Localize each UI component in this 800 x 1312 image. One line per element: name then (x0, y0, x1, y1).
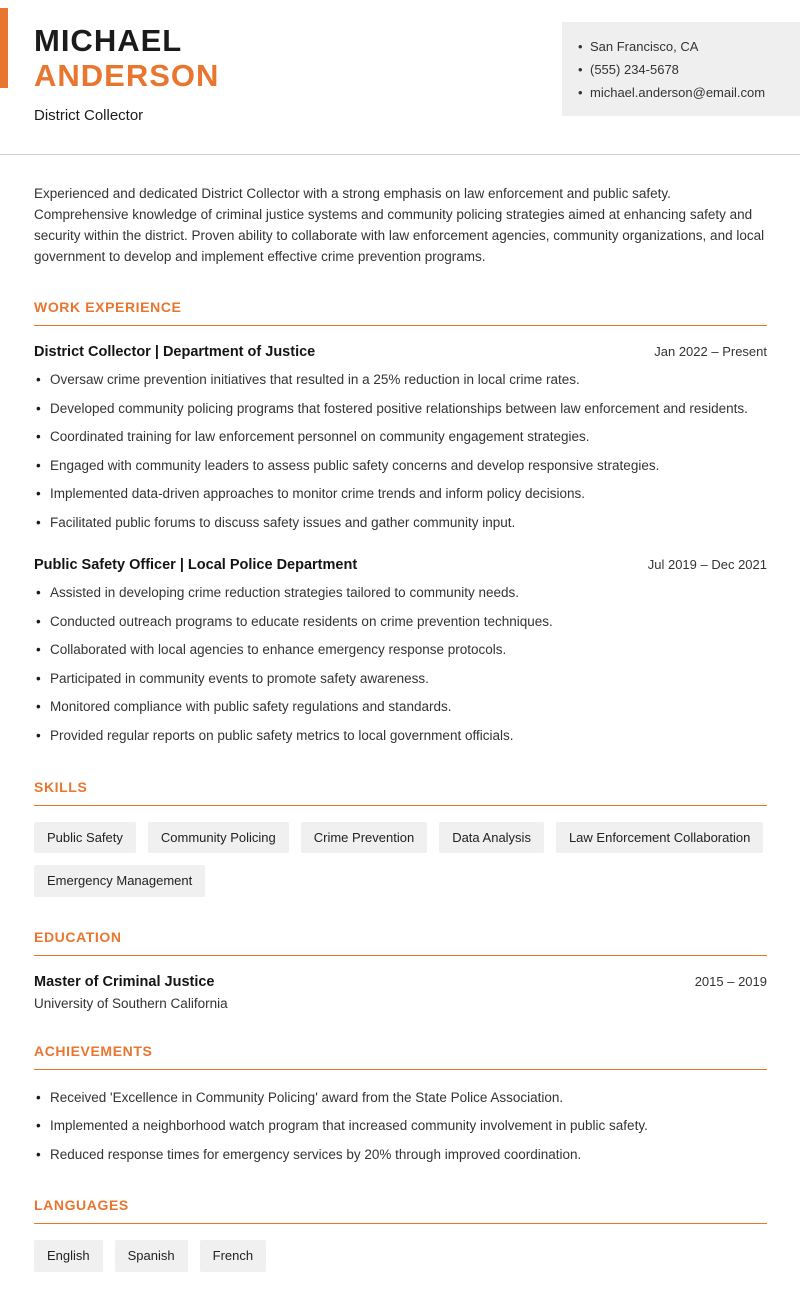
entry-dates: Jan 2022 – Present (654, 344, 767, 360)
bullet-item: • Implemented data-driven approaches to monitor crime trends and inform policy decisions. (34, 484, 767, 505)
resume-body (0, 183, 800, 1312)
bullet-item: • Facilitated public forums to discuss safety issues and gather community input. (34, 513, 767, 534)
bullet-list (34, 583, 767, 746)
section-achievements (34, 1043, 767, 1166)
bullet-item: • Implemented a neighborhood watch program that increased community involvement in public safety. (34, 1116, 767, 1137)
bullet-icon: • (578, 39, 583, 54)
skill-tag: Community Policing (148, 822, 289, 854)
language-tag: English (34, 1240, 103, 1272)
language-tag: French (200, 1240, 266, 1272)
bullet-item: • Participated in community events to promote safety awareness. (34, 669, 767, 690)
entry-title: District Collector | Department of Justice (34, 344, 316, 361)
header-divider (0, 154, 800, 155)
entry-header (34, 974, 767, 990)
section-heading: WORK EXPERIENCE (34, 299, 767, 326)
bullet-item: • Collaborated with local agencies to enhance emergency response protocols. (34, 640, 767, 661)
bullet-item: • Conducted outreach programs to educate residents on crime prevention techniques. (34, 612, 767, 633)
summary-paragraph: Experienced and dedicated District Collector with a strong emphasis on law enforcement and public safety. Comprehensive knowledge of criminal justice systems and community policing strategies aimed at enhancing safety and security within the district. Proven ability to collaborate with law enforcement agencies, community organizations, and local government to develop and implement effective crime prevention programs. (34, 186, 765, 265)
entry-header (34, 344, 767, 360)
section-work-experience (34, 299, 767, 746)
name-block (34, 22, 219, 124)
section-languages (34, 1197, 767, 1272)
bullet-item: • Provided regular reports on public safety metrics to local government officials. (34, 726, 767, 747)
bullet-icon: • (578, 62, 583, 77)
bullet-item: • Engaged with community leaders to assess public safety concerns and develop responsive strategies. (34, 456, 767, 477)
degree-title: Master of Criminal Justice (34, 973, 215, 990)
entry-title: Public Safety Officer | Local Police Department (34, 557, 358, 574)
contact-phone (578, 58, 784, 81)
bullet-item: • Assisted in developing crime reduction strategies tailored to community needs. (34, 583, 767, 604)
accent-bar (0, 8, 8, 88)
work-entry (34, 344, 767, 533)
bullet-item: • Received 'Excellence in Community Policing' award from the State Police Association. (34, 1088, 767, 1109)
contact-location-text: San Francisco, CA (590, 39, 699, 54)
skill-tag: Data Analysis (439, 822, 544, 854)
bullet-item: • Developed community policing programs that fostered positive relationships between law enforcement and residents. (34, 399, 767, 420)
section-heading: EDUCATION (34, 929, 767, 956)
section-education (34, 929, 767, 1011)
section-heading: ACHIEVEMENTS (34, 1043, 767, 1070)
last-name: ANDERSON (34, 57, 220, 93)
resume-header (0, 0, 800, 124)
contact-email (578, 81, 784, 104)
entry-header (34, 557, 767, 573)
section-heading: SKILLS (34, 779, 767, 806)
languages-tag-list (34, 1240, 767, 1272)
education-entry (34, 974, 767, 1011)
bullet-list (34, 1088, 767, 1166)
contact-card (562, 22, 800, 116)
skill-tag: Public Safety (34, 822, 136, 854)
bullet-item: • Coordinated training for law enforcement personnel on community engagement strategies. (34, 427, 767, 448)
first-name: MICHAEL (34, 23, 183, 58)
skill-tag: Crime Prevention (301, 822, 427, 854)
work-entry (34, 557, 767, 746)
bullet-item: • Oversaw crime prevention initiatives that resulted in a 25% reduction in local crime rates. (34, 370, 767, 391)
bullet-item: • Reduced response times for emergency services by 20% through improved coordination. (34, 1145, 767, 1166)
bullet-icon: • (578, 85, 583, 100)
section-heading: LANGUAGES (34, 1197, 767, 1224)
skills-tag-list (34, 822, 767, 897)
skill-tag: Emergency Management (34, 865, 205, 897)
contact-email-text: michael.anderson@email.com (590, 85, 766, 100)
language-tag: Spanish (115, 1240, 188, 1272)
entry-dates: 2015 – 2019 (694, 973, 767, 989)
bullet-item: • Monitored compliance with public safety regulations and standards. (34, 697, 767, 718)
school-name: University of Southern California (34, 995, 228, 1011)
contact-phone-text: (555) 234-5678 (590, 62, 679, 77)
section-skills (34, 779, 767, 897)
entry-dates: Jul 2019 – Dec 2021 (647, 557, 767, 573)
bullet-list (34, 370, 767, 533)
skill-tag: Law Enforcement Collaboration (556, 822, 763, 854)
job-title: District Collector (34, 107, 144, 125)
contact-location (578, 35, 784, 58)
